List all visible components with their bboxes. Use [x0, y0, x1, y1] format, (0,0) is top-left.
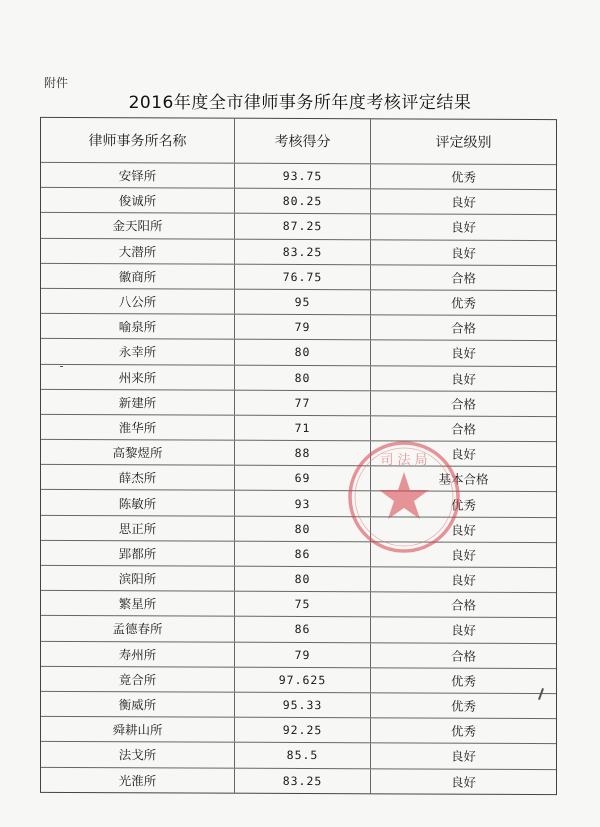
table-row [41, 390, 556, 417]
firm-name-cell: 淮华所 [41, 415, 235, 440]
rating-cell: 良好 [450, 371, 476, 387]
firm-name-cell: 孟德春所 [41, 616, 235, 641]
firm-name-cell: 安铎所 [41, 163, 235, 188]
table-row [41, 364, 556, 391]
rating-cell: 良好 [450, 446, 476, 462]
table-row [41, 641, 556, 668]
firm-name-cell: 法戈所 [41, 742, 235, 767]
firm-name-cell: 喻泉所 [41, 314, 235, 339]
header-firm-name: 律师事务所名称 [41, 118, 235, 163]
score-cell: 95.33 [235, 693, 371, 718]
firm-name-cell: 州来所 [41, 364, 235, 389]
table-row [41, 742, 556, 769]
table-row [41, 415, 556, 442]
rating-cell: 合格 [450, 270, 476, 286]
rating-cell: 良好 [450, 194, 476, 211]
score-cell: 71 [235, 416, 371, 441]
table-row [41, 440, 556, 467]
score-cell: 85.5 [235, 743, 371, 768]
table-row [41, 339, 556, 366]
score-cell: 80 [235, 567, 371, 592]
firm-name-cell: 陈敏所 [41, 490, 235, 515]
score-cell: 80 [235, 516, 371, 541]
score-cell: 79 [235, 315, 371, 340]
rating-cell: 合格 [450, 396, 476, 412]
table-row [41, 692, 556, 719]
score-cell: 86 [235, 617, 371, 642]
score-cell: 80 [235, 365, 371, 390]
table-row [41, 213, 556, 240]
rating-cell: 良好 [450, 346, 476, 362]
score-cell: 79 [235, 642, 371, 667]
rating-cell: 良好 [450, 623, 476, 639]
rating-cell: 优秀 [450, 497, 476, 513]
table-row [41, 591, 556, 618]
rating-cell: 良好 [450, 522, 476, 538]
rating-cell: 良好 [450, 749, 476, 765]
score-cell: 83.25 [235, 768, 371, 793]
rating-cell: 合格 [450, 320, 476, 336]
score-cell: 76.75 [235, 264, 371, 289]
rating-cell: 优秀 [450, 673, 476, 689]
table-row [41, 541, 556, 568]
score-cell: 87.25 [235, 214, 371, 239]
header-score: 考核得分 [235, 119, 371, 164]
rating-cell: 优秀 [450, 169, 476, 185]
rating-cell: 合格 [450, 597, 476, 614]
header-rating: 评定级别 [435, 134, 492, 151]
firm-name-cell: 新建所 [41, 390, 235, 415]
rating-cell: 优秀 [450, 723, 476, 739]
table-row [41, 188, 556, 215]
rating-cell: 合格 [450, 648, 476, 664]
rating-cell: 基本合格 [438, 471, 489, 488]
rating-cell: 良好 [450, 774, 476, 790]
firm-name-cell: 繁星所 [41, 591, 235, 616]
table-row [41, 490, 556, 517]
score-cell: 75 [235, 592, 371, 617]
score-cell: 69 [235, 466, 371, 491]
rating-cell: 合格 [450, 421, 476, 437]
table-row [41, 465, 556, 492]
table-row [41, 717, 556, 744]
score-cell: 97.625 [235, 667, 371, 692]
svg-text:司 法 局: 司 法 局 [380, 453, 428, 468]
firm-name-cell: 永幸所 [41, 339, 235, 364]
score-cell: 92.25 [235, 718, 371, 743]
score-cell: 86 [235, 542, 371, 567]
table-row [41, 238, 556, 265]
score-cell: 93.75 [235, 164, 371, 189]
score-cell: 95 [235, 290, 371, 315]
firm-name-cell: 思正所 [41, 516, 235, 541]
rating-cell: 良好 [450, 572, 476, 588]
table-row [41, 616, 556, 643]
firm-name-cell: 舜耕山所 [41, 717, 235, 742]
table-row [41, 767, 556, 793]
firm-name-cell: 高黎煜所 [41, 440, 235, 465]
table-row [41, 566, 556, 593]
table-row [41, 163, 556, 190]
table-row [41, 289, 556, 316]
page-title: 2016年度全市律师事务所年度考核评定结果 [128, 93, 472, 113]
score-cell: 80.25 [235, 189, 371, 214]
score-cell: 77 [235, 390, 371, 415]
firm-name-cell: 衡威所 [41, 692, 235, 717]
score-cell: 80 [235, 340, 371, 365]
firm-name-cell: 滨阳所 [41, 566, 235, 591]
score-cell: 83.25 [235, 239, 371, 264]
rating-cell: 良好 [450, 547, 476, 563]
rating-cell: 优秀 [450, 698, 476, 714]
firm-name-cell: 竟合所 [41, 667, 235, 692]
table-row [41, 667, 556, 694]
table-header-row [41, 118, 556, 165]
firm-name-cell: 徽商所 [41, 264, 235, 289]
attachment-label: 附件 [44, 76, 69, 90]
firm-name-cell: 寿州所 [41, 641, 235, 666]
table-row [41, 314, 556, 341]
score-cell: 93 [235, 491, 371, 516]
firm-name-cell: 薛杰所 [41, 465, 235, 490]
score-cell: 88 [235, 441, 371, 466]
rating-cell: 良好 [450, 245, 476, 261]
table-row [41, 516, 556, 543]
firm-name-cell: 八公所 [41, 289, 235, 314]
firm-name-cell: 金天阳所 [41, 213, 235, 238]
scan-speck [60, 366, 63, 367]
firm-name-cell: 俊诚所 [41, 188, 235, 213]
rating-cell: 良好 [450, 220, 476, 236]
firm-name-cell: 光淮所 [41, 767, 235, 792]
rating-cell: 优秀 [450, 295, 476, 311]
firm-name-cell: 大潜所 [41, 238, 235, 263]
table-row [41, 264, 556, 291]
firm-name-cell: 郢都所 [41, 541, 235, 566]
results-table [40, 117, 557, 795]
